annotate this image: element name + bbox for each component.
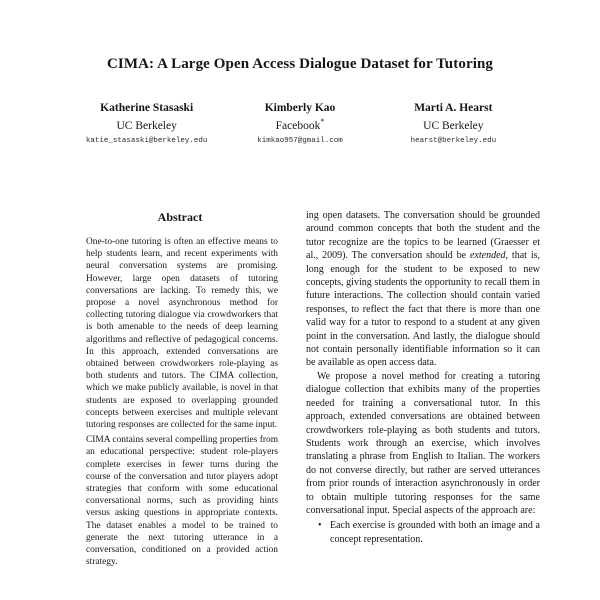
author-email: katie_stasaski@berkeley.edu: [85, 136, 208, 145]
author-name: Kimberly Kao: [264, 102, 336, 114]
author-entry: [70, 101, 223, 146]
bullet-list: [306, 519, 540, 546]
author-name: Marti A. Hearst: [414, 102, 493, 114]
author-email: hearst@berkeley.edu: [410, 136, 497, 145]
author-affiliation: [223, 115, 376, 133]
author-email: kimkao957@gmail.com: [257, 136, 343, 145]
author-affiliation: [377, 115, 530, 133]
intro-continued-paragraph: ing open datasets. The conversation should be grounded around common concepts that both the student and the tutor recognize are the topics to be learned (Graesser et al., 2009). The conversation should be extended, that is, long enough for the student to be exposed to new concepts, giving students the opportunity to recall them in future interactions. The collection should contain varied responses, to reflect the fact that there is more than one valid way for a tutor to respond to a student at any given point in the conversation. And lastly, the dialogue should not contain personally identifiable information so it can be available as open access data.: [306, 210, 540, 369]
bullet-item: [306, 519, 540, 546]
right-column: [306, 209, 540, 546]
bullet-marker-icon: •: [318, 520, 322, 532]
author-name: Katherine Stasaski: [100, 102, 194, 114]
affiliation-footnote-marker: *: [320, 117, 325, 126]
author-affiliation-text: UC Berkeley: [423, 119, 484, 132]
abstract-paragraph: One-to-one tutoring is often an effective means to help students learn, and recent experiments with neural conversation systems are promising. However, large open datasets of tutoring conversations are lacking. To remedy this, we propose a novel asynchronous method for collecting tutoring dialogue via crowdworkers that is both amenable to the needs of deep learning algorithms and reflective of pedagogical concerns. In this approach, extended conversations are obtained between crowdworkers role-playing as both students and tutors. The CIMA collection, which we make publicly available, is novel in that students are exposed to overlapping grounded concepts between exercises and multiple relevant tutoring responses are collected for the same input.: [86, 237, 278, 431]
abstract-paragraph: CIMA contains several compelling properties from an educational perspective: student role-players complete exercises in fewer turns during the course of the conversation and tutor players adopt strategies that conform with some educational conversational norms, such as providing hints versus asking questions in appropriate contexts. The dataset enables a model to be trained to generate the next tutoring utterance in a conversation, conditioned on a provided action strategy.: [86, 435, 278, 568]
author-affiliation-text: Facebook: [275, 119, 321, 132]
paper-title: CIMA: A Large Open Access Dialogue Dataset for Tutoring: [106, 56, 494, 72]
author-entry: [377, 101, 530, 146]
author-affiliation-text: UC Berkeley: [116, 119, 177, 132]
approach-paragraph: We propose a novel method for creating a tutoring dialogue collection that exhibits many of the properties needed for training a conversational tutor. In this approach, extended conversations are obtained between crowdworkers role-playing as both students and tutors. Students work through an exercise, which involves translating a phrase from English to Italian. The workers do not converse directly, but rather are served utterances from prior rounds of interaction asynchronously in order to obtain multiple tutoring responses for the same conversational input. Special aspects of the approach are:: [306, 370, 540, 516]
abstract-heading: Abstract: [157, 210, 203, 224]
left-column: [63, 210, 297, 568]
bullet-item-text: Each exercise is grounded with both an image and a concept representation.: [330, 520, 540, 545]
author-entry: [223, 101, 376, 146]
author-affiliation: [70, 115, 223, 133]
author-block: [70, 101, 530, 146]
